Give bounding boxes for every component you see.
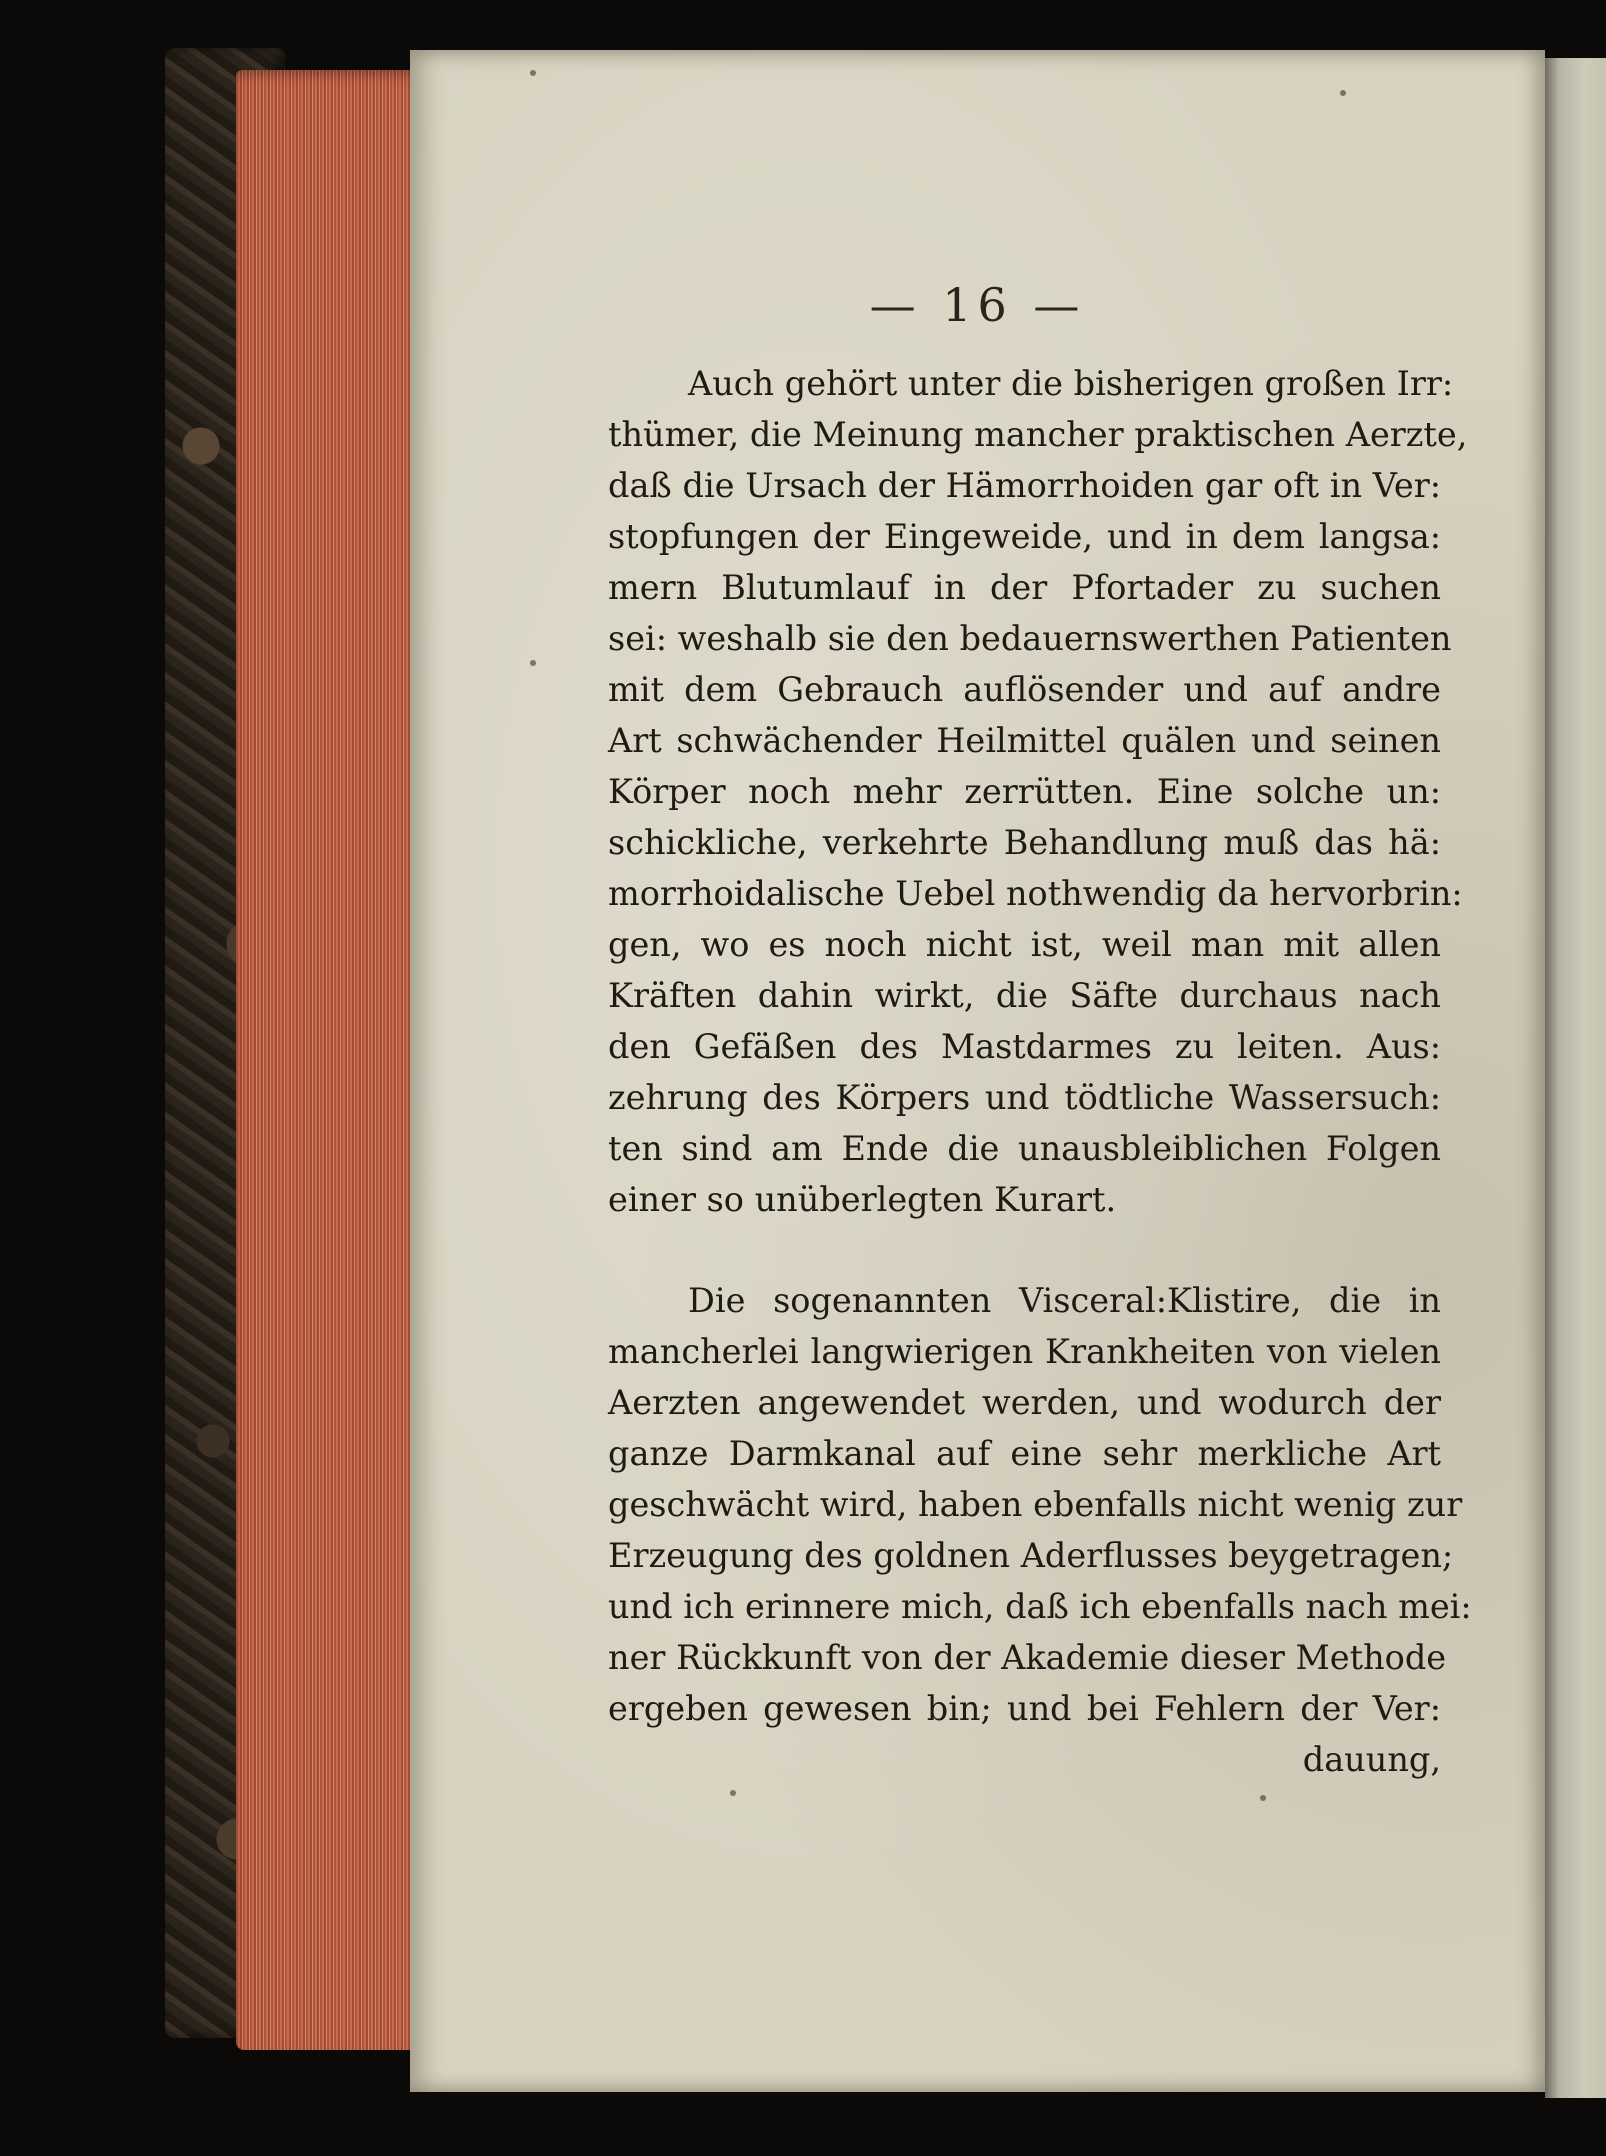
text-line: ten sind am Ende die unausbleiblichen Folgen <box>608 1129 1441 1168</box>
text-line: Aerzten angewendet werden, und wodurch der <box>608 1383 1441 1422</box>
text-line: gen, wo es noch nicht ist, weil man mit allen <box>608 925 1441 964</box>
text-line: und ich erinnere mich, daß ich ebenfalls nach mei: <box>608 1587 1472 1626</box>
text-line: ergeben gewesen bin; und bei Fehlern der Ver: <box>608 1689 1441 1728</box>
text-line: Die sogenannten Visceral:Klistire, die in <box>688 1281 1441 1320</box>
text-line: morrhoidalische Uebel nothwendig da hervorbrin: <box>608 874 1463 913</box>
body-text <box>608 358 1472 1785</box>
text-line: Art schwächender Heilmittel quälen und seinen <box>608 721 1441 760</box>
text-line: ner Rückkunft von der Akademie dieser Methode <box>608 1638 1447 1677</box>
text-line: stopfungen der Eingeweide, und in dem langsa: <box>608 517 1441 556</box>
paper-speck <box>1260 1795 1266 1801</box>
paper-speck <box>1340 90 1346 96</box>
text-line: mern Blutumlauf in der Pfortader zu suchen <box>608 568 1441 607</box>
paragraph-2 <box>608 1275 1472 1734</box>
paper-speck <box>730 1790 736 1796</box>
text-line: daß die Ursach der Hämorrhoiden gar oft in Ver: <box>608 466 1441 505</box>
text-line: ganze Darmkanal auf eine sehr merkliche Art <box>608 1434 1441 1473</box>
text-line: den Gefäßen des Mastdarmes zu leiten. Aus: <box>608 1027 1441 1066</box>
page-edges <box>236 70 426 2050</box>
text-line: Erzeugung des goldnen Aderflusses beygetragen; <box>608 1536 1454 1575</box>
text-line: thümer, die Meinung mancher praktischen Aerzte, <box>608 415 1468 454</box>
text-line: schickliche, verkehrte Behandlung muß das hä: <box>608 823 1441 862</box>
catchword: dauung, <box>1302 1740 1441 1779</box>
paragraph-1 <box>608 358 1468 1225</box>
text-line: sei: weshalb sie den bedauernswerthen Patienten <box>608 619 1452 658</box>
paper-speck <box>530 660 536 666</box>
text-line: mancherlei langwierigen Krankheiten von vielen <box>608 1332 1441 1371</box>
text-line: Kräften dahin wirkt, die Säfte durchaus nach <box>608 976 1441 1015</box>
text-line: mit dem Gebrauch auflösender und auf andre <box>608 670 1441 709</box>
text-line: geschwächt wird, haben ebenfalls nicht wenig zur <box>608 1485 1463 1524</box>
text-line: zehrung des Körpers und tödtliche Wassersuch: <box>608 1078 1441 1117</box>
text-line: Auch gehört unter die bisherigen großen Irr: <box>688 364 1454 403</box>
text-line: Körper noch mehr zerrütten. Eine solche un: <box>608 772 1441 811</box>
text-line: einer so unüberlegten Kurart. <box>608 1180 1117 1219</box>
book-page <box>410 50 1545 2092</box>
page-number: — 16 — <box>869 278 1086 332</box>
facing-page-edge <box>1545 58 1606 2098</box>
paper-speck <box>530 70 536 76</box>
